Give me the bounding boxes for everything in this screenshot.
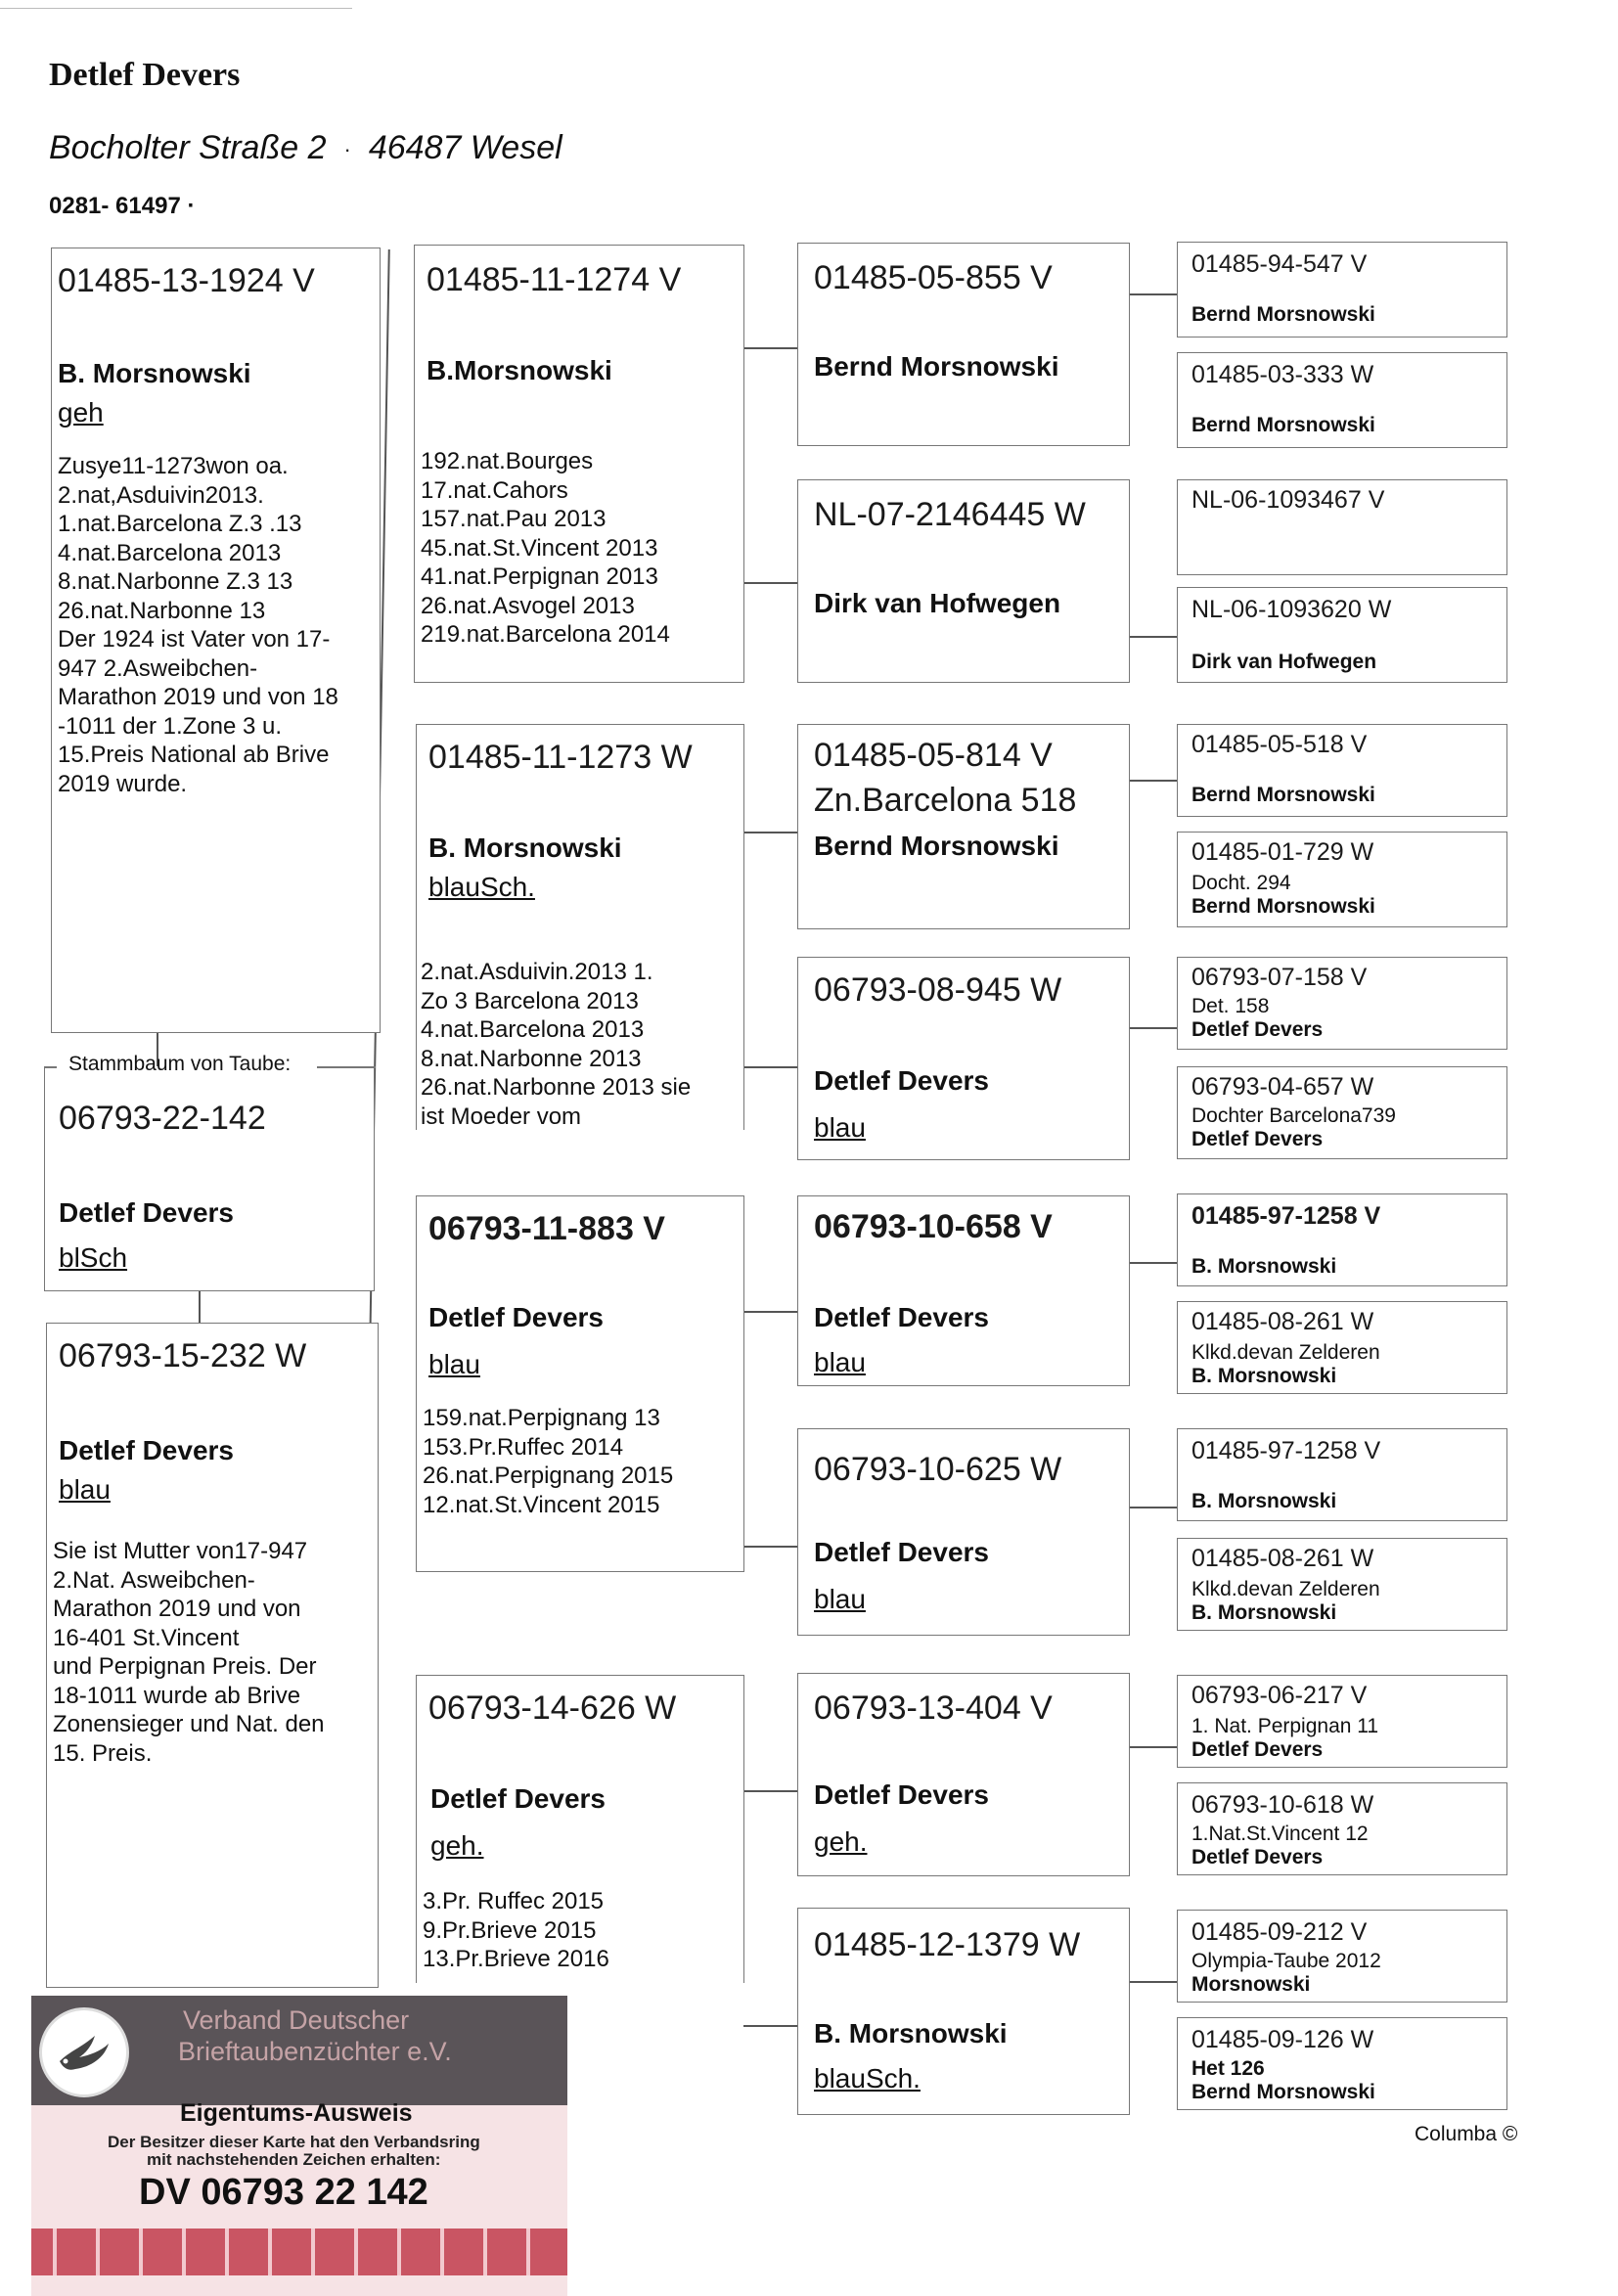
note-line: Zo 3 Barcelona 2013: [421, 987, 639, 1014]
gen4-note: Det. 158: [1191, 995, 1270, 1017]
gen4-ring: 01485-97-1258 V: [1191, 1202, 1381, 1230]
gen4-breeder: Bernd Morsnowski: [1191, 414, 1375, 436]
mother-dam-breeder: Detlef Devers: [430, 1783, 606, 1814]
connector-line: [1130, 1981, 1177, 1983]
mother-dam-notes: [423, 1887, 609, 1974]
owner-name: Detlef Devers: [49, 57, 241, 93]
connector-line: [743, 347, 797, 349]
dam-ring: 01485-11-1273 W: [428, 739, 693, 776]
connector-line: [1130, 1027, 1177, 1029]
gen4-note: Docht. 294: [1191, 872, 1291, 894]
gen3-ring: 06793-10-625 W: [814, 1451, 1062, 1488]
note-line: 153.Pr.Ruffec 2014: [423, 1433, 624, 1461]
gen4-box: [1177, 1066, 1507, 1159]
connector-line: [1130, 636, 1177, 638]
gen3-ring: 06793-13-404 V: [814, 1689, 1053, 1727]
note-line: 2.nat.Asduivin.2013 1.: [421, 959, 653, 985]
gen3-breeder: Bernd Morsnowski: [814, 351, 1059, 382]
gen4-ring: 06793-07-158 V: [1191, 964, 1368, 991]
connector-line: [1130, 780, 1177, 782]
gen4-ring: 06793-06-217 V: [1191, 1682, 1368, 1709]
gen3-breeder: Detlef Devers: [814, 1537, 989, 1567]
dam-colour: blauSch.: [428, 872, 535, 902]
gen4-note: 1.Nat.St.Vincent 12: [1191, 1823, 1369, 1845]
pedigree-colour: blSch: [59, 1242, 128, 1273]
note-line: 13.Pr.Brieve 2016: [423, 1946, 609, 1972]
note-line: 192.nat.Bourges: [421, 448, 594, 474]
subject-ring: 01485-13-1924 V: [58, 262, 315, 299]
gen4-note: Klkd.devan Zelderen: [1191, 1578, 1380, 1600]
connector-line: [743, 2025, 797, 2027]
note-line: Marathon 2019 und von: [53, 1596, 301, 1622]
gen3-ring: NL-07-2146445 W: [814, 496, 1086, 533]
subject-breeder: B. Morsnowski: [58, 358, 251, 388]
note-line: 157.nat.Pau 2013: [421, 506, 607, 532]
subject-notes: [58, 452, 338, 798]
card-org-line1: Verband Deutscher: [183, 2005, 410, 2035]
mother-sire-colour: blau: [428, 1349, 480, 1379]
gen4-box: [1177, 352, 1507, 448]
note-line: Zonensieger und Nat. den: [53, 1711, 325, 1737]
note-line: Der 1924 ist Vater von 17-: [58, 626, 331, 653]
connector-line: [743, 1546, 797, 1548]
card-title: Eigentums-Ausweis: [180, 2099, 413, 2127]
card-text-line1: Der Besitzer dieser Karte hat den Verbandsring: [108, 2133, 480, 2151]
mother-sire-breeder: Detlef Devers: [428, 1302, 604, 1332]
connector-line: [743, 582, 797, 584]
connector-line: [743, 1790, 797, 1792]
gen4-breeder: Detlef Devers: [1191, 1018, 1324, 1041]
note-line: Sie ist Mutter von17-947: [53, 1538, 308, 1564]
gen4-ring: 01485-09-212 V: [1191, 1918, 1368, 1946]
mother-breeder: Detlef Devers: [59, 1435, 234, 1465]
card-pattern-band: [31, 2228, 567, 2275]
gen4-ring: 01485-97-1258 V: [1191, 1437, 1381, 1464]
gen4-box: [1177, 724, 1507, 817]
connector-line: [1130, 1746, 1177, 1748]
gen4-note: Klkd.devan Zelderen: [1191, 1341, 1380, 1364]
gen4-ring: 01485-05-518 V: [1191, 731, 1368, 758]
gen3-box: [797, 1428, 1130, 1636]
gen4-box: [1177, 957, 1507, 1050]
sire-notes: [421, 447, 670, 650]
note-line: 8.nat.Narbonne 2013: [421, 1045, 642, 1072]
note-line: Marathon 2019 und von 18: [58, 684, 338, 710]
note-line: 16-401 St.Vincent: [53, 1624, 240, 1651]
sire-box: [414, 245, 744, 683]
gen4-note: 1. Nat. Perpignan 11: [1191, 1715, 1379, 1737]
note-line: 3.Pr. Ruffec 2015: [423, 1888, 605, 1914]
copyright: Columba ©: [1415, 2123, 1518, 2145]
mother-notes: [53, 1537, 325, 1768]
note-line: ist Moeder vom: [421, 1103, 582, 1130]
box-border-segment: [317, 1066, 376, 1068]
gen3-ring: 01485-05-814 V: [814, 737, 1053, 774]
mother-dam-box: [416, 1675, 744, 1983]
connector-line: [1130, 1507, 1177, 1508]
gen4-box: [1177, 479, 1507, 575]
mother-box: [46, 1323, 379, 1988]
note-line: 26.nat.Perpignang 2015: [423, 1463, 674, 1489]
gen4-note: Olympia-Taube 2012: [1191, 1950, 1381, 1972]
gen4-breeder: B. Morsnowski: [1191, 1601, 1337, 1624]
gen4-breeder: Bernd Morsnowski: [1191, 303, 1375, 326]
mother-dam-colour: geh.: [430, 1830, 484, 1861]
connector-line: [1130, 1262, 1177, 1264]
gen4-ring: NL-06-1093620 W: [1191, 596, 1392, 623]
subject-box: [51, 248, 381, 1033]
gen3-box: [797, 479, 1130, 683]
gen3-colour: blauSch.: [814, 2063, 921, 2093]
gen3-colour: blau: [814, 1112, 866, 1143]
gen3-breeder: Detlef Devers: [814, 1302, 989, 1332]
gen4-breeder: Bernd Morsnowski: [1191, 2081, 1375, 2103]
gen3-colour: blau: [814, 1584, 866, 1614]
note-line: 4.nat.Barcelona 2013: [421, 1016, 645, 1043]
gen3-breeder: Bernd Morsnowski: [814, 831, 1059, 861]
card-ring-number: DV 06793 22 142: [139, 2172, 428, 2213]
gen4-note: Het 126: [1191, 2057, 1265, 2080]
subject-colour: geh: [58, 397, 104, 428]
gen4-box: [1177, 242, 1507, 338]
sire-breeder: B.Morsnowski: [427, 355, 612, 385]
gen4-breeder: Detlef Devers: [1191, 1128, 1324, 1150]
note-line: 4.nat.Barcelona 2013: [58, 539, 282, 566]
dam-box: [416, 724, 744, 1130]
dam-breeder: B. Morsnowski: [428, 833, 622, 863]
gen4-ring: 01485-94-547 V: [1191, 250, 1368, 278]
note-line: 8.nat.Narbonne Z.3 13: [58, 568, 293, 595]
mother-sire-notes: [423, 1404, 673, 1519]
gen4-ring: 01485-03-333 W: [1191, 361, 1374, 388]
gen4-ring: 01485-08-261 W: [1191, 1308, 1374, 1335]
mother-sire-ring: 06793-11-883 V: [428, 1210, 665, 1247]
note-line: 18-1011 wurde ab Brive: [53, 1682, 301, 1709]
gen4-box: [1177, 587, 1507, 683]
note-line: 26.nat.Asvogel 2013: [421, 592, 635, 619]
gen4-breeder: B. Morsnowski: [1191, 1490, 1337, 1512]
gen4-box: [1177, 1675, 1507, 1768]
gen3-box: [797, 1908, 1130, 2115]
card-text-line2: mit nachstehenden Zeichen erhalten:: [147, 2150, 441, 2169]
connector-line: [1130, 293, 1177, 295]
gen4-ring: 01485-09-126 W: [1191, 2026, 1374, 2053]
note-line: 12.nat.St.Vincent 2015: [423, 1491, 660, 1518]
gen3-box: [797, 957, 1130, 1160]
gen3-box: [797, 724, 1130, 929]
mother-sire-box: [416, 1195, 744, 1572]
gen4-box: [1177, 1428, 1507, 1521]
gen4-box: [1177, 1782, 1507, 1875]
gen3-colour: geh.: [814, 1826, 868, 1857]
gen4-ring: 01485-01-729 W: [1191, 838, 1374, 866]
gen4-breeder: Detlef Devers: [1191, 1846, 1324, 1868]
gen4-box: [1177, 2017, 1507, 2110]
note-line: -1011 der 1.Zone 3 u.: [58, 712, 283, 740]
pedigree-ring: 06793-22-142: [59, 1100, 266, 1137]
gen3-breeder: B. Morsnowski: [814, 2018, 1008, 2048]
note-line: Zusye11-1273won oa.: [58, 453, 289, 479]
gen3-breeder: Detlef Devers: [814, 1779, 989, 1810]
box-border-segment: [45, 1066, 57, 1068]
pigeon-logo-icon: [39, 2007, 129, 2097]
sire-ring: 01485-11-1274 V: [427, 261, 682, 298]
gen4-box: [1177, 1910, 1507, 2003]
note-line: 159.nat.Perpignang 13: [423, 1405, 660, 1431]
gen3-ring: 06793-08-945 W: [814, 971, 1062, 1009]
gen4-box: [1177, 1538, 1507, 1631]
note-line: 947 2.Asweibchen-: [58, 654, 258, 682]
note-line: 2.nat,Asduivin2013.: [58, 481, 264, 509]
gen4-box: [1177, 832, 1507, 927]
gen3-ring: 01485-05-855 V: [814, 259, 1053, 296]
gen4-breeder: Morsnowski: [1191, 1973, 1311, 1996]
gen4-breeder: Detlef Devers: [1191, 1738, 1324, 1761]
owner-phone: 0281- 61497 ·: [49, 193, 196, 219]
note-line: 2019 wurde.: [58, 770, 188, 797]
gen3-box: [797, 1673, 1130, 1876]
gen3-box: [797, 1195, 1130, 1386]
gen4-breeder: B. Morsnowski: [1191, 1255, 1337, 1278]
note-line: 17.nat.Cahors: [421, 476, 568, 504]
gen4-breeder: B. Morsnowski: [1191, 1365, 1337, 1387]
gen4-breeder: Bernd Morsnowski: [1191, 784, 1375, 806]
pedigree-label: Stammbaum von Taube:: [68, 1053, 292, 1075]
pedigree-pigeon-box: [44, 1053, 375, 1291]
note-line: 45.nat.St.Vincent 2013: [421, 534, 658, 562]
pedigree-breeder: Detlef Devers: [59, 1197, 234, 1228]
ownership-card: [31, 1996, 567, 2296]
card-org-line2: Brieftaubenzüchter e.V.: [178, 2037, 452, 2066]
mother-colour: blau: [59, 1474, 111, 1505]
gen4-ring: NL-06-1093467 V: [1191, 486, 1385, 514]
gen4-breeder: Bernd Morsnowski: [1191, 895, 1375, 918]
note-line: 1.nat.Barcelona Z.3 .13: [58, 511, 302, 537]
note-line: 41.nat.Perpignan 2013: [421, 563, 658, 590]
connector-line: [743, 1066, 797, 1068]
gen4-ring: 01485-08-261 W: [1191, 1545, 1374, 1572]
note-line: 26.nat.Narbonne 2013 sie: [421, 1074, 692, 1101]
gen3-colour: blau: [814, 1347, 866, 1377]
gen3-ring: 06793-10-658 V: [814, 1208, 1053, 1245]
scan-top-line: [0, 8, 352, 9]
mother-dam-ring: 06793-14-626 W: [428, 1689, 677, 1727]
gen3-ring: 01485-12-1379 W: [814, 1926, 1081, 1963]
gen3-breeder: Detlef Devers: [814, 1065, 989, 1096]
gen3-note: Zn.Barcelona 518: [814, 782, 1077, 819]
note-line: 9.Pr.Brieve 2015: [423, 1916, 597, 1944]
note-line: 15. Preis.: [53, 1739, 153, 1767]
gen4-ring: 06793-10-618 W: [1191, 1791, 1374, 1819]
pigeon-logo-graphic: [52, 2022, 116, 2087]
note-line: 2.Nat. Asweibchen-: [53, 1566, 255, 1594]
gen4-box: [1177, 1193, 1507, 1286]
gen3-box: [797, 243, 1130, 446]
owner-city: 46487 Wesel: [368, 129, 562, 166]
note-line: 219.nat.Barcelona 2014: [421, 621, 670, 648]
gen4-box: [1177, 1301, 1507, 1394]
note-line: und Perpignan Preis. Der: [53, 1653, 317, 1680]
note-line: 26.nat.Narbonne 13: [58, 597, 266, 624]
mother-ring: 06793-15-232 W: [59, 1337, 307, 1374]
connector-line: [743, 832, 797, 833]
dam-notes: [421, 958, 691, 1131]
gen3-breeder: Dirk van Hofwegen: [814, 588, 1061, 618]
owner-address: [49, 129, 562, 167]
note-line: 15.Preis National ab Brive: [58, 742, 330, 768]
gen4-breeder: Dirk van Hofwegen: [1191, 651, 1377, 673]
address-separator: ·: [343, 137, 351, 162]
owner-street: Bocholter Straße 2: [49, 129, 327, 166]
gen4-ring: 06793-04-657 W: [1191, 1073, 1374, 1101]
connector-line: [743, 1311, 797, 1313]
gen4-note: Dochter Barcelona739: [1191, 1104, 1396, 1127]
